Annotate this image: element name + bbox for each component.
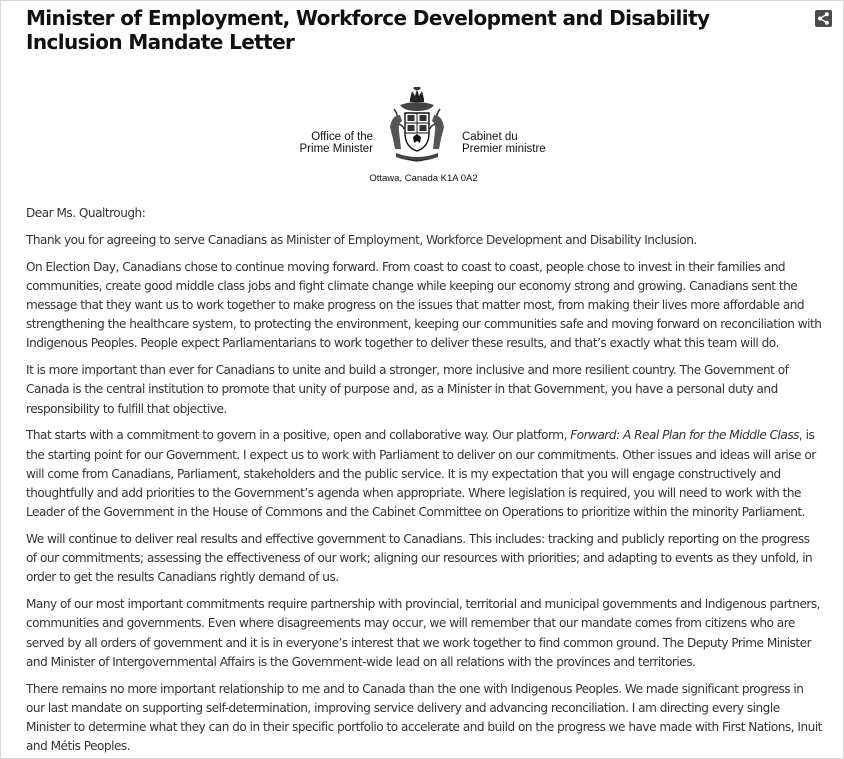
letter-body: [26, 204, 822, 759]
share-icon[interactable]: [815, 10, 832, 27]
paragraph-2: On Election Day, Canadians chose to continue moving forward. From coast to coast to coast, people chose to invest in their families and communities, create good middle class jobs and fight climate change while keeping our economy strong and growing. Canadians sent the message that they want us to work together to make progress on the issues that matter most, from making their lives more affordable and strengthening the healthcare system, to protecting the environment, keeping our communities safe and moving forward on reconciliation with Indigenous Peoples. People expect Parliamentarians to work together to deliver these results, and that’s exactly what this team will do.: [26, 259, 822, 351]
page-title: Minister of Employment, Workforce Development and Disability Inclusion Mandate Letter: [26, 6, 710, 54]
office-label-fr-line2: Premier ministre: [462, 143, 546, 155]
paragraph-1: Thank you for agreeing to serve Canadians as Minister of Employment, Workforce Development and Disability Inclusion.: [26, 232, 697, 247]
platform-title: Forward: A Real Plan for the Middle Class: [570, 428, 799, 443]
office-label-fr: [462, 131, 572, 155]
paragraph-7: There remains no more important relationship to me and to Canada than the one with Indigenous Peoples. We made significant progress in our last mandate on supporting self-determination, improving service delivery and advancing reconciliation. I am directing every single Minister to determine what they can do in their specific portfolio to accelerate and build on the progress we have made with First Nations, Inuit and Métis Peoples.: [26, 681, 822, 754]
office-label-line2: Prime Minister: [299, 143, 373, 155]
paragraph-6: Many of our most important commitments require partnership with provincial, territorial and municipal governments and Indigenous partners, communities and governments. Even where disagreements may occur, we will remember that our mandate comes from citizens who are served by all orders of government and it is in everyone’s interest that we work together to find common ground. The Deputy Prime Minister and Minister of Intergovernmental Affairs is the Government-wide lead on all relations with the provinces and territories.: [26, 597, 821, 669]
paragraph-3: It is more important than ever for Canadians to unite and build a stronger, more inclusive and more resilient country. The Government of Canada is the central institution to promote that unity of purpose and, as a Minister in that Government, you have a personal duty and responsibility to fulfill that objective.: [26, 363, 789, 416]
office-label-line1: Office of the: [311, 131, 373, 143]
paragraph-4-start: That starts with a commitment to govern in a positive, open and collaborative way. Our platform,: [26, 428, 571, 443]
office-label-en: [253, 131, 373, 155]
paragraph-4: [26, 426, 822, 522]
address: Ottawa, Canada K1A 0A2: [369, 173, 478, 184]
paragraph-5: We will continue to deliver real results and effective government to Canadians. This includes: tracking and publicly reporting on the progress of our commitments; assessing the effectiveness of our work; aligning our resources with priorities; and adapting to events as they unfold, in order to get the results Canadians rightly demand of us.: [26, 532, 813, 585]
paragraph-4-end: , is the starting point for our Government. I expect us to work with Parliament to deliver on our commitments. Other issues and ideas will arise or will come from Canadians, Parliament, stakeholders and the public service. It is my expectation that you will engage constructively and thoughtfully and add priorities to the Government’s agenda when appropriate. Where legislation is required, you will need to work with the Leader of the Government in the House of Commons and the Cabinet Committee on Operations to prioritize within the minority Parliament.: [26, 428, 816, 520]
salutation: Dear Ms. Qualtrough:: [26, 206, 146, 220]
office-label-fr-line1: Cabinet du: [462, 131, 518, 143]
letterhead: [291, 87, 556, 187]
coat-of-arms-icon: [386, 87, 448, 163]
